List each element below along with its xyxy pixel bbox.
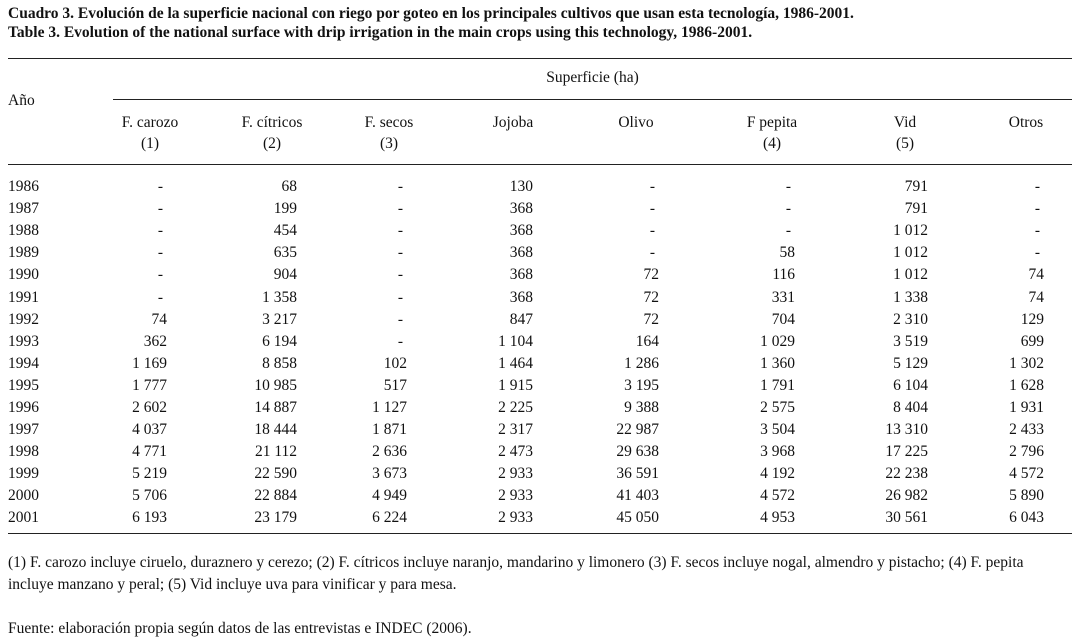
- value-cell: 4 572: [1009, 465, 1044, 483]
- value-cell: 102: [383, 354, 407, 372]
- value-cell: 22 590: [254, 465, 297, 483]
- value-cell: 130: [509, 178, 533, 196]
- value-cell: -: [157, 288, 163, 306]
- value-cell: 368: [509, 288, 533, 306]
- value-cell: 129: [1020, 310, 1044, 328]
- value-cell: 368: [509, 266, 533, 284]
- value-cell: -: [157, 178, 163, 196]
- surface-group-header: Superficie (ha): [546, 69, 639, 86]
- header-bottom-rule: [8, 164, 1072, 165]
- value-cell: 791: [904, 200, 928, 218]
- value-cell: 699: [1020, 332, 1044, 350]
- table-caption: [8, 4, 1070, 42]
- value-cell: 10 985: [254, 376, 297, 394]
- value-cell: 791: [904, 178, 928, 196]
- column-header-note: (3): [379, 135, 399, 152]
- value-cell: 45 050: [616, 509, 659, 527]
- value-cell: 847: [509, 310, 533, 328]
- group-rule: [113, 99, 1072, 100]
- value-cell: 41 403: [616, 487, 659, 505]
- value-cell: 5 129: [893, 354, 928, 372]
- value-cell: -: [649, 244, 655, 262]
- value-cell: 22 987: [616, 421, 659, 439]
- column-header-name: F. secos: [364, 114, 414, 131]
- table-row: [8, 242, 1044, 264]
- value-cell: 164: [635, 332, 659, 350]
- table-row: [8, 286, 1044, 308]
- value-cell: 72: [643, 288, 659, 306]
- value-cell: 1 286: [624, 354, 659, 372]
- column-header-name: Olivo: [618, 114, 654, 131]
- value-cell: 904: [273, 266, 297, 284]
- year-cell: 1987: [8, 200, 39, 218]
- value-cell: 3 195: [624, 376, 659, 394]
- table-row: [8, 353, 1044, 375]
- value-cell: 1 628: [1009, 376, 1044, 394]
- year-cell: 1997: [8, 421, 39, 439]
- year-cell: 1995: [8, 376, 39, 394]
- value-cell: 1 777: [132, 376, 167, 394]
- value-cell: -: [785, 200, 791, 218]
- year-cell: 1993: [8, 332, 39, 350]
- value-cell: 1 012: [893, 266, 928, 284]
- value-cell: 23 179: [254, 509, 297, 527]
- value-cell: -: [397, 288, 403, 306]
- table-row: [8, 375, 1044, 397]
- year-cell: 2001: [8, 509, 39, 527]
- value-cell: 2 933: [498, 465, 533, 483]
- year-cell: 1992: [8, 310, 39, 328]
- value-cell: 8 858: [262, 354, 297, 372]
- value-cell: 2 433: [1009, 421, 1044, 439]
- value-cell: 5 219: [132, 465, 167, 483]
- value-cell: 1 791: [760, 376, 795, 394]
- value-cell: -: [397, 178, 403, 196]
- value-cell: 368: [509, 244, 533, 262]
- value-cell: 1 012: [893, 244, 928, 262]
- value-cell: -: [1034, 244, 1040, 262]
- value-cell: -: [157, 222, 163, 240]
- value-cell: -: [1034, 200, 1040, 218]
- value-cell: 2 317: [498, 421, 533, 439]
- year-cell: 1989: [8, 244, 39, 262]
- value-cell: -: [397, 266, 403, 284]
- value-cell: 17 225: [885, 443, 928, 461]
- value-cell: -: [157, 200, 163, 218]
- column-header-note: (2): [262, 135, 282, 152]
- value-cell: 2 473: [498, 443, 533, 461]
- value-cell: 1 302: [1009, 354, 1044, 372]
- column-header-name: F. cítricos: [241, 114, 303, 131]
- year-cell: 1996: [8, 398, 39, 416]
- value-cell: 2 933: [498, 487, 533, 505]
- value-cell: 74: [1028, 266, 1044, 284]
- value-cell: 30 561: [885, 509, 928, 527]
- value-cell: -: [1034, 178, 1040, 196]
- value-cell: 6 104: [893, 376, 928, 394]
- value-cell: 1 464: [498, 354, 533, 372]
- value-cell: -: [785, 178, 791, 196]
- value-cell: 9 388: [624, 398, 659, 416]
- value-cell: 3 673: [372, 465, 407, 483]
- column-header-name: F. carozo: [121, 114, 179, 131]
- value-cell: 1 104: [498, 332, 533, 350]
- value-cell: 6 224: [372, 509, 407, 527]
- value-cell: 635: [273, 244, 297, 262]
- value-cell: 6 194: [262, 332, 297, 350]
- value-cell: 1 931: [1009, 398, 1044, 416]
- value-cell: 704: [771, 310, 795, 328]
- table-row: [8, 419, 1044, 441]
- value-cell: 13 310: [885, 421, 928, 439]
- value-cell: 14 887: [254, 398, 297, 416]
- value-cell: 22 884: [254, 487, 297, 505]
- year-cell: 2000: [8, 487, 39, 505]
- value-cell: -: [397, 222, 403, 240]
- value-cell: 58: [779, 244, 795, 262]
- year-cell: 1988: [8, 222, 39, 240]
- value-cell: -: [397, 200, 403, 218]
- value-cell: -: [157, 244, 163, 262]
- value-cell: 2 225: [498, 398, 533, 416]
- value-cell: 3 968: [760, 443, 795, 461]
- table-row: [8, 463, 1044, 485]
- table-row: [8, 507, 1044, 529]
- value-cell: 5 706: [132, 487, 167, 505]
- top-rule: [8, 58, 1072, 59]
- table-row: [8, 397, 1044, 419]
- value-cell: 6 193: [132, 509, 167, 527]
- footnotes: (1) F. carozo incluye ciruelo, duraznero y cerezo; (2) F. cítricos incluye naranjo, mandarino y limonero (3) F. secos incluye nogal, almendro y pistacho; (4) F. pepita incluye manzano y peral; (5) Vid incluye uva para vinificar y para mesa.: [8, 554, 1024, 593]
- value-cell: 1 169: [132, 354, 167, 372]
- table-row: [8, 441, 1044, 463]
- value-cell: 1 029: [760, 332, 795, 350]
- value-cell: 29 638: [616, 443, 659, 461]
- column-header-name: Otros: [1008, 114, 1044, 131]
- value-cell: 4 572: [760, 487, 795, 505]
- value-cell: 1 360: [760, 354, 795, 372]
- value-cell: 1 012: [893, 222, 928, 240]
- value-cell: 368: [509, 200, 533, 218]
- value-cell: 6 043: [1009, 509, 1044, 527]
- value-cell: 68: [281, 178, 297, 196]
- value-cell: 3 519: [893, 332, 928, 350]
- value-cell: 36 591: [616, 465, 659, 483]
- value-cell: 1 358: [262, 288, 297, 306]
- value-cell: 1 871: [372, 421, 407, 439]
- value-cell: 5 890: [1009, 487, 1044, 505]
- value-cell: 72: [643, 310, 659, 328]
- value-cell: -: [649, 200, 655, 218]
- value-cell: 454: [273, 222, 297, 240]
- value-cell: -: [649, 222, 655, 240]
- column-header-note: (5): [895, 135, 915, 152]
- value-cell: -: [649, 178, 655, 196]
- value-cell: 199: [273, 200, 297, 218]
- value-cell: -: [785, 222, 791, 240]
- value-cell: 26 982: [885, 487, 928, 505]
- value-cell: 1 127: [372, 398, 407, 416]
- value-cell: 2 575: [760, 398, 795, 416]
- value-cell: 2 933: [498, 509, 533, 527]
- value-cell: 517: [383, 376, 407, 394]
- year-cell: 1998: [8, 443, 39, 461]
- table-row: [8, 198, 1044, 220]
- value-cell: 3 217: [262, 310, 297, 328]
- value-cell: -: [157, 266, 163, 284]
- value-cell: -: [1034, 222, 1040, 240]
- value-cell: -: [397, 244, 403, 262]
- value-cell: 2 796: [1009, 443, 1044, 461]
- source-note: Fuente: elaboración propia según datos de las entrevistas e INDEC (2006).: [8, 620, 472, 637]
- value-cell: 4 953: [760, 509, 795, 527]
- value-cell: 3 504: [760, 421, 795, 439]
- value-cell: 1 338: [893, 288, 928, 306]
- value-cell: -: [397, 310, 403, 328]
- column-header-name: Vid: [893, 114, 917, 131]
- year-cell: 1999: [8, 465, 39, 483]
- value-cell: 18 444: [254, 421, 297, 439]
- year-cell: 1986: [8, 178, 39, 196]
- column-header-name: F pepita: [746, 114, 798, 131]
- table-row: [8, 309, 1044, 331]
- year-cell: 1994: [8, 354, 39, 372]
- year-cell: 1990: [8, 266, 39, 284]
- value-cell: 368: [509, 222, 533, 240]
- value-cell: 362: [143, 332, 167, 350]
- value-cell: 2 310: [893, 310, 928, 328]
- data-table: [8, 176, 1044, 530]
- value-cell: 74: [151, 310, 167, 328]
- value-cell: 72: [643, 266, 659, 284]
- table-row: [8, 220, 1044, 242]
- caption-spanish: Cuadro 3. Evolución de la superficie nacional con riego por goteo en los principales cultivos que usan esta tecnología, 1986-2001.: [8, 5, 854, 22]
- bottom-rule: [8, 533, 1072, 534]
- value-cell: 331: [771, 288, 795, 306]
- column-header-note: (4): [762, 135, 782, 152]
- value-cell: 74: [1028, 288, 1044, 306]
- value-cell: 4 771: [132, 443, 167, 461]
- value-cell: 1 915: [498, 376, 533, 394]
- value-cell: 4 949: [372, 487, 407, 505]
- value-cell: 8 404: [893, 398, 928, 416]
- table-row: [8, 331, 1044, 353]
- value-cell: 4 037: [132, 421, 167, 439]
- table-row: [8, 176, 1044, 198]
- value-cell: 2 636: [372, 443, 407, 461]
- value-cell: 21 112: [254, 443, 297, 461]
- value-cell: 2 602: [132, 398, 167, 416]
- caption-english: Table 3. Evolution of the national surface with drip irrigation in the main crops using this technology, 1986-2001.: [8, 24, 753, 41]
- year-column-header: Año: [8, 92, 35, 109]
- value-cell: 4 192: [760, 465, 795, 483]
- table-row: [8, 264, 1044, 286]
- column-header-note: (1): [140, 135, 160, 152]
- table-row: [8, 485, 1044, 507]
- column-header-name: Jojoba: [492, 114, 534, 131]
- year-cell: 1991: [8, 288, 39, 306]
- value-cell: -: [397, 332, 403, 350]
- value-cell: 22 238: [885, 465, 928, 483]
- value-cell: 116: [772, 266, 795, 284]
